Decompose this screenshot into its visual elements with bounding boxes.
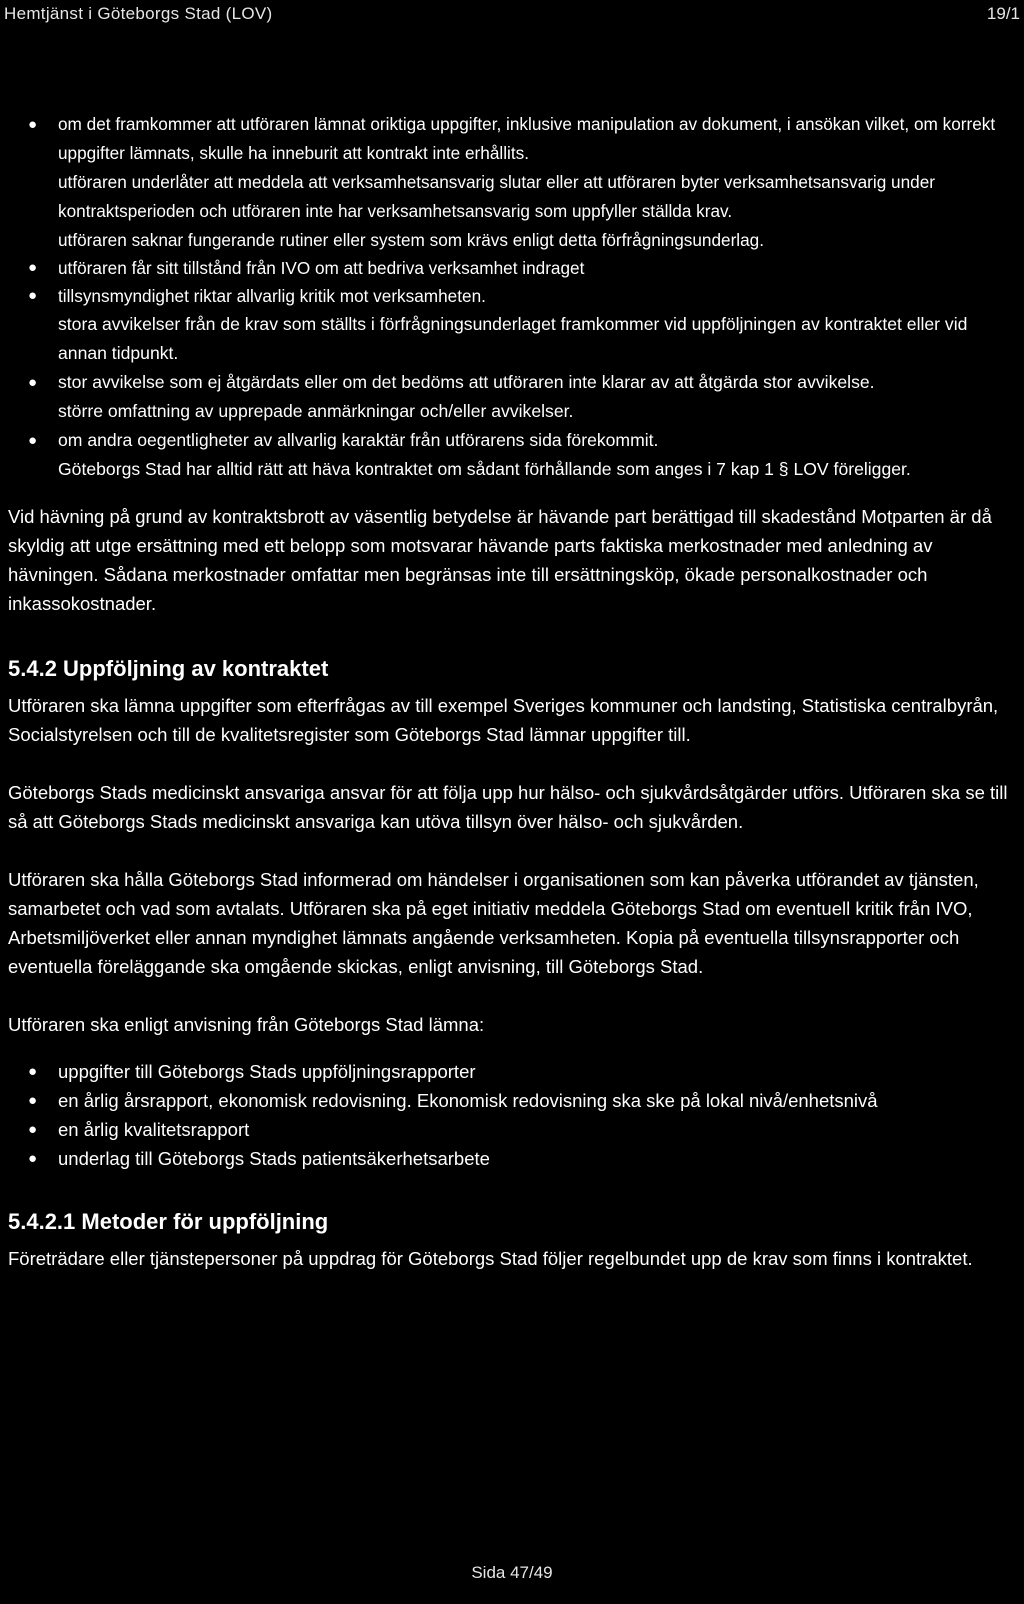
paragraph: Utföraren ska lämna uppgifter som efterfrågas av till exempel Sveriges kommuner och landsting, Statistiska centralbyrån, Socialstyrelsen och till de kvalitetsregister som Göteborgs Stad lämnar uppgifter till. xyxy=(8,695,999,745)
list-item: ● en årlig kvalitetsrapport xyxy=(8,1115,1020,1144)
paragraph: Företrädare eller tjänstepersoner på uppdrag för Göteborgs Stad följer regelbundet upp de krav som finns i kontraktet. xyxy=(8,1248,973,1269)
bullet-icon: ● xyxy=(28,1150,38,1167)
document-header-title: Hemtjänst i Göteborgs Stad (LOV) xyxy=(4,4,273,23)
list-item: ● uppgifter till Göteborgs Stads uppföljningsrapporter xyxy=(8,1057,1020,1086)
document-body xyxy=(8,110,1020,1273)
list-item: ● tillsynsmyndighet riktar allvarlig kritik mot verksamheten. xyxy=(8,282,1020,310)
termination-conditions-list xyxy=(8,110,1020,484)
list-item: utföraren underlåter att meddela att verksamhetsansvarig slutar eller att utföraren byter verksamhetsansvarig under kontraktsperioden och utföraren inte har verksamhetsansvarig som uppfyller ställda krav. xyxy=(58,172,935,221)
bullet-icon: ● xyxy=(28,374,38,391)
list-item: ● om det framkommer att utföraren lämnat oriktiga uppgifter, inklusive manipulation av dokument, i ansökan vilket, om korrekt uppgifter lämnats, skulle ha inneburit att kontrakt inte erhållits. xyxy=(8,110,1020,168)
bullet-icon: ● xyxy=(28,432,38,449)
list-item: ● en årlig årsrapport, ekonomisk redovisning. Ekonomisk redovisning ska ske på lokal nivå/enhetsnivå xyxy=(8,1086,1020,1115)
breach-paragraph: Vid hävning på grund av kontraktsbrott av väsentlig betydelse är hävande part berättigad till skadestånd Motparten är då skyldig att utge ersättning med ett belopp som motsvarar hävande parts faktiska merkostnader med anledning av hävningen. Sådana merkostnader omfattar men begränsas inte till ersättningsköp, ökade personalkostnader och inkassokostnader. xyxy=(8,506,992,614)
list-item: stora avvikelser från de krav som ställts i förfrågningsunderlaget framkommer vid uppföljningen av kontraktet eller vid annan tidpunkt. xyxy=(58,314,968,363)
document-header-page-ref: 19/1 xyxy=(986,4,1020,23)
paragraph: Utföraren ska enligt anvisning från Göteborgs Stad lämna: xyxy=(8,1014,485,1035)
list-item: utföraren saknar fungerande rutiner eller system som krävs enligt detta förfrågningsunderlag. xyxy=(58,230,765,250)
list-item: ● stor avvikelse som ej åtgärdats eller om det bedöms att utföraren inte klarar av att åtgärda stor avvikelse. xyxy=(8,368,1020,397)
bullet-icon: ● xyxy=(28,287,38,304)
paragraph: Göteborgs Stads medicinskt ansvariga ansvar för att följa upp hur hälso- och sjukvårdsåtgärder utförs. Utföraren ska se till så att Göteborgs Stads medicinskt ansvariga kan utöva tillsyn över hälso- och sjukvården. xyxy=(8,782,1008,832)
page-number-footer: Sida 47/49 xyxy=(471,1563,553,1582)
list-item: ● underlag till Göteborgs Stads patientsäkerhetsarbete xyxy=(8,1144,1020,1173)
list-item: Göteborgs Stad har alltid rätt att häva kontraktet om sådant förhållande som anges i 7 kap 1 § LOV föreligger. xyxy=(58,459,911,479)
reporting-list xyxy=(8,1057,1020,1173)
list-item: ● om andra oegentligheter av allvarlig karaktär från utförarens sida förekommit. xyxy=(8,426,1020,455)
bullet-icon: ● xyxy=(28,1121,38,1138)
list-item: större omfattning av upprepade anmärkningar och/eller avvikelser. xyxy=(58,401,574,421)
paragraph: Utföraren ska hålla Göteborgs Stad informerad om händelser i organisationen som kan påverka utförandet av tjänsten, samarbetet och vad som avtalats. Utföraren ska på eget initiativ meddela Göteborgs Stad om eventuell kritik från IVO, Arbetsmiljöverket eller annan myndighet lämnats angående verksamheten. Kopia på eventuella tillsynsrapporter och eventuella föreläggande ska omgående skickas, enligt anvisning, till Göteborgs Stad. xyxy=(8,869,979,977)
bullet-icon: ● xyxy=(28,259,38,276)
list-item: ● utföraren får sitt tillstånd från IVO om att bedriva verksamhet indraget xyxy=(8,254,1020,282)
bullet-icon: ● xyxy=(28,116,38,133)
section-heading-5-4-2: 5.4.2 Uppföljning av kontraktet xyxy=(8,656,329,681)
bullet-icon: ● xyxy=(28,1092,38,1109)
section-heading-5-4-2-1: 5.4.2.1 Metoder för uppföljning xyxy=(8,1209,329,1234)
bullet-icon: ● xyxy=(28,1063,38,1080)
